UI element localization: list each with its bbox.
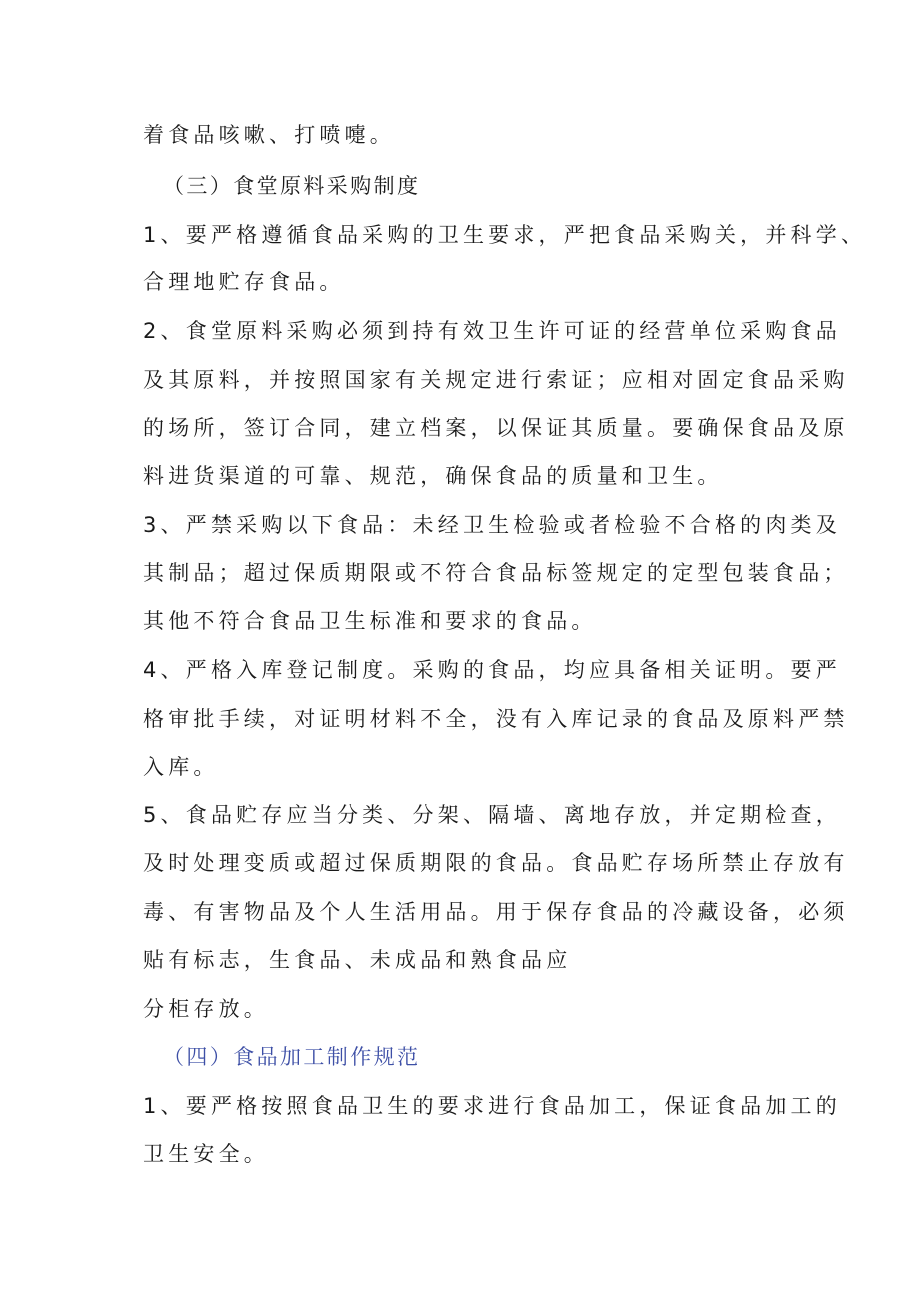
paragraph-line: 及其原料，并按照国家有关规定进行索证；应相对固定食品采购 (143, 368, 849, 392)
paragraph-line: 贴有标志，生食品、未成品和熟食品应 (143, 948, 572, 972)
paragraph-line: 3、严禁采购以下食品：未经卫生检验或者检验不合格的肉类及 (143, 513, 841, 537)
paragraph-line: 4、严格入库登记制度。采购的食品，均应具备相关证明。要严 (143, 658, 841, 682)
paragraph-line: 分柜存放。 (143, 997, 269, 1021)
paragraph-line: 及时处理变质或超过保质期限的食品。食品贮存场所禁止存放有 (143, 851, 849, 875)
paragraph-line: 5、食品贮存应当分类、分架、隔墙、离地存放，并定期检查， (143, 803, 841, 827)
paragraph-line: 1、要严格遵循食品采购的卫生要求，严把食品采购关，并科学、 (143, 223, 867, 247)
paragraph-line: 毒、有害物品及个人生活用品。用于保存食品的冷藏设备，必须 (143, 900, 849, 924)
paragraph-line: 的场所，签订合同，建立档案，以保证其质量。要确保食品及原 (143, 416, 849, 440)
section-heading-3: （三）食堂原料采购制度 (163, 174, 421, 198)
paragraph-line: 着食品咳嗽、打喷嚏。 (143, 123, 395, 147)
paragraph-line: 其制品；超过保质期限或不符合食品标签规定的定型包装食品； (143, 561, 849, 585)
paragraph-line: 其他不符合食品卫生标准和要求的食品。 (143, 609, 597, 633)
section-heading-4: （四）食品加工制作规范 (163, 1045, 421, 1069)
paragraph-line: 1、要严格按照食品卫生的要求进行食品加工，保证食品加工的 (143, 1094, 841, 1118)
paragraph-line: 卫生安全。 (143, 1142, 269, 1166)
paragraph-line: 2、食堂原料采购必须到持有效卫生许可证的经营单位采购食品 (143, 319, 841, 343)
paragraph-line: 入库。 (143, 755, 219, 779)
paragraph-line: 料进货渠道的可靠、规范，确保食品的质量和卫生。 (143, 464, 723, 488)
paragraph-line: 格审批手续，对证明材料不全，没有入库记录的食品及原料严禁 (143, 707, 849, 731)
paragraph-line: 合理地贮存食品。 (143, 270, 345, 294)
